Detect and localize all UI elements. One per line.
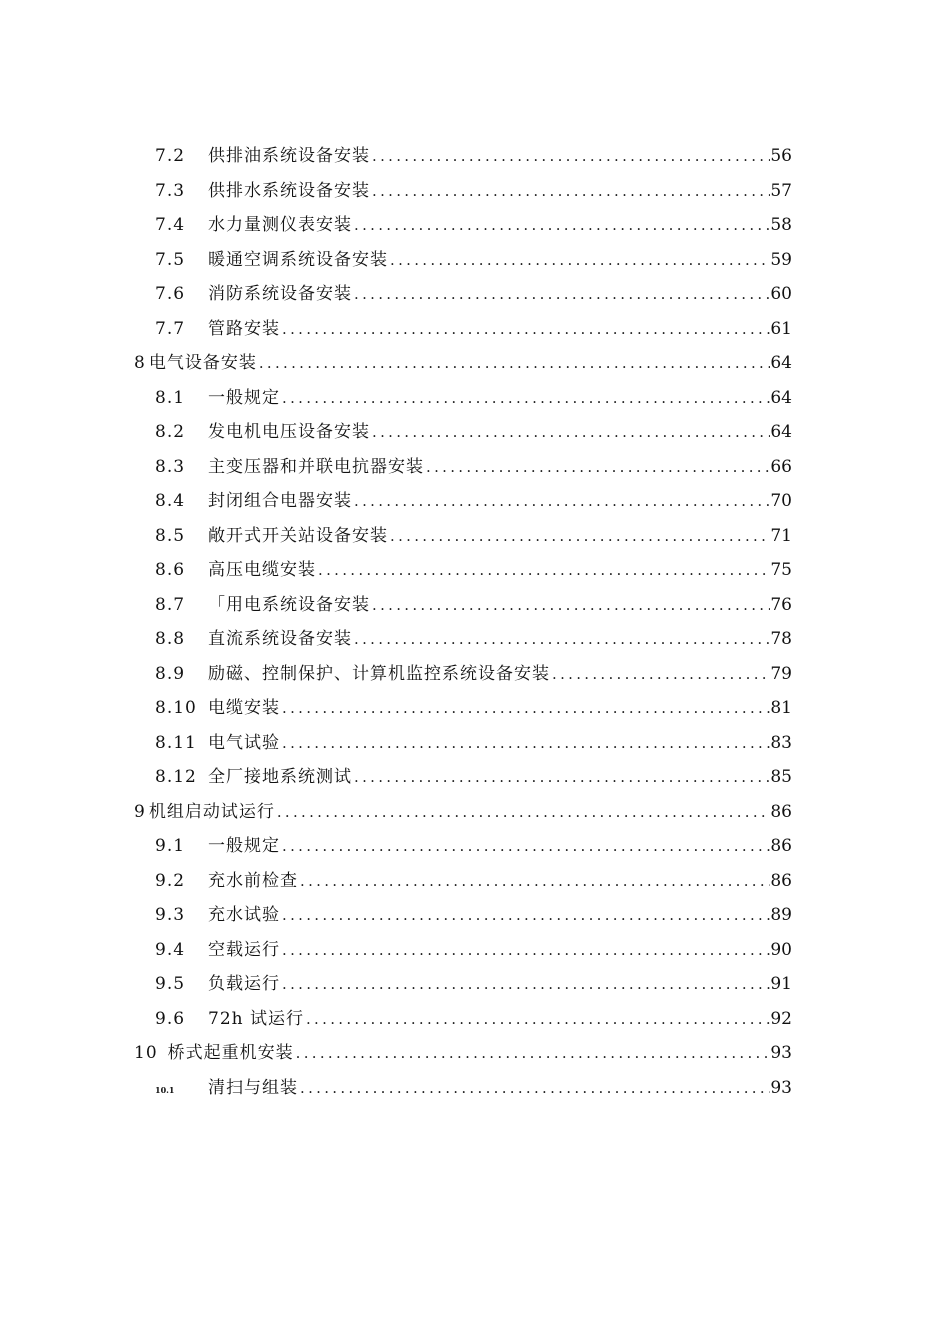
toc-entry-number: 9.2 — [155, 870, 186, 891]
toc-entry-number: 8.4 — [155, 491, 186, 511]
toc-entry-number: 7.7 — [155, 318, 186, 339]
toc-page-number: 56 — [770, 146, 792, 166]
toc-dot-leader — [424, 450, 770, 485]
toc-entry-number: 8.3 — [155, 456, 186, 477]
toc-entry-number: 8.8 — [155, 629, 186, 649]
toc-entry-title: 一般规定 — [208, 387, 280, 408]
toc-section-entry[interactable] — [134, 967, 792, 1002]
toc-page-number: 93 — [770, 1043, 792, 1063]
toc-section-entry[interactable] — [134, 760, 792, 795]
toc-section-entry[interactable] — [134, 519, 792, 554]
toc-page-number: 58 — [770, 215, 792, 235]
toc-entry-title: 全厂接地系统测试 — [208, 767, 352, 787]
toc-dot-leader — [352, 484, 770, 519]
toc-section-entry[interactable] — [134, 829, 792, 864]
toc-entry-title: 72h 试运行 — [208, 1008, 304, 1029]
toc-entry-number: 8.5 — [155, 525, 186, 546]
toc-entry-title: 水力量测仪表安装 — [208, 215, 352, 235]
toc-dot-leader — [275, 795, 770, 830]
toc-dot-leader — [388, 519, 770, 554]
toc-entry-title: 桥式起重机安装 — [167, 1043, 294, 1063]
toc-entry-number: 8.9 — [155, 663, 186, 684]
toc-section-entry[interactable] — [134, 450, 792, 485]
toc-entry-title: 充水前检查 — [208, 870, 298, 891]
toc-section-entry[interactable] — [134, 208, 792, 243]
toc-dot-leader — [298, 864, 770, 899]
toc-dot-leader — [370, 174, 770, 209]
toc-page-number: 83 — [770, 732, 792, 753]
toc-entry-title: 消防系统设备安装 — [208, 284, 352, 304]
toc-entry-title: 负载运行 — [208, 974, 280, 994]
toc-entry-number: 9.1 — [155, 836, 186, 856]
toc-entry-title: 供排油系统设备安装 — [208, 146, 370, 166]
toc-entry-number: 10.1 — [155, 1084, 175, 1095]
toc-page-number: 70 — [770, 491, 792, 511]
toc-page-number: 59 — [770, 249, 792, 270]
toc-dot-leader — [388, 243, 770, 278]
toc-page-number: 93 — [770, 1077, 792, 1098]
toc-dot-leader — [370, 588, 770, 623]
toc-dot-leader — [257, 346, 770, 381]
toc-entry-title: 发电机电压设备安装 — [208, 422, 370, 442]
toc-page-number: 71 — [770, 525, 792, 546]
toc-entry-number: 8.11 — [155, 732, 197, 753]
toc-section-entry[interactable] — [134, 864, 792, 899]
toc-page-number: 79 — [770, 663, 792, 684]
toc-entry-number: 9 — [134, 801, 146, 822]
toc-section-entry[interactable] — [134, 243, 792, 278]
toc-dot-leader — [550, 657, 770, 692]
toc-entry-title: 供排水系统设备安装 — [208, 180, 370, 201]
toc-entry-number: 9.4 — [155, 939, 186, 960]
toc-section-entry[interactable] — [134, 1071, 792, 1106]
toc-dot-leader — [280, 691, 770, 726]
toc-entry-title: 电气试验 — [208, 732, 280, 753]
toc-entry-number: 9.5 — [155, 974, 186, 994]
toc-section-entry[interactable] — [134, 174, 792, 209]
toc-section-entry[interactable] — [134, 622, 792, 657]
toc-entry-title: 电缆安装 — [208, 698, 280, 718]
toc-dot-leader — [352, 208, 770, 243]
toc-dot-leader — [280, 829, 770, 864]
toc-entry-number: 8.12 — [155, 767, 197, 787]
toc-dot-leader — [280, 898, 770, 933]
toc-entry-number: 8.2 — [155, 422, 186, 442]
table-of-contents — [134, 139, 792, 1105]
toc-page-number: 85 — [770, 767, 792, 787]
toc-section-entry[interactable] — [134, 657, 792, 692]
toc-entry-title: 机组启动试运行 — [148, 801, 275, 822]
toc-section-entry[interactable] — [134, 1002, 792, 1037]
toc-entry-number: 8.6 — [155, 560, 186, 580]
toc-dot-leader — [370, 139, 770, 174]
toc-entry-title: 励磁、控制保护、计算机监控系统设备安装 — [208, 663, 550, 684]
toc-page-number: 92 — [770, 1008, 792, 1029]
toc-dot-leader — [280, 967, 770, 1002]
toc-dot-leader — [352, 277, 770, 312]
toc-entry-number: 8.7 — [155, 594, 186, 615]
toc-page-number: 86 — [770, 836, 792, 856]
toc-page-number: 76 — [770, 594, 792, 615]
toc-dot-leader — [370, 415, 770, 450]
toc-dot-leader — [294, 1036, 770, 1071]
toc-entry-title: 电气设备安装 — [148, 353, 257, 373]
toc-section-entry[interactable] — [134, 691, 792, 726]
toc-dot-leader — [304, 1002, 770, 1037]
toc-entry-number: 9.3 — [155, 905, 186, 925]
toc-entry-title: 清扫与组装 — [208, 1077, 298, 1098]
toc-section-entry[interactable] — [134, 898, 792, 933]
toc-page-number: 57 — [770, 180, 792, 201]
toc-entry-number: 7.2 — [155, 146, 186, 166]
toc-entry-number: 7.3 — [155, 180, 186, 201]
toc-entry-number: 8.10 — [155, 698, 197, 718]
toc-page-number: 75 — [770, 560, 792, 580]
toc-entry-title: 空载运行 — [208, 939, 280, 960]
toc-entry-title: 管路安装 — [208, 318, 280, 339]
toc-entry-number: 7.6 — [155, 284, 186, 304]
toc-section-entry[interactable] — [134, 139, 792, 174]
toc-entry-title: 高压电缆安装 — [208, 560, 316, 580]
toc-entry-title: 一般规定 — [208, 836, 280, 856]
toc-entry-number: 7.5 — [155, 249, 186, 270]
toc-page-number: 89 — [770, 905, 792, 925]
toc-section-entry[interactable] — [134, 415, 792, 450]
toc-dot-leader — [280, 381, 770, 416]
toc-dot-leader — [280, 726, 770, 761]
toc-entry-title: 充水试验 — [208, 905, 280, 925]
toc-page-number: 90 — [770, 939, 792, 960]
toc-chapter-entry[interactable] — [134, 1036, 792, 1071]
toc-entry-title: 「用电系统设备安装 — [208, 594, 370, 615]
toc-page-number: 64 — [770, 387, 792, 408]
toc-page-number: 91 — [770, 974, 792, 994]
toc-page-number: 60 — [770, 284, 792, 304]
toc-section-entry[interactable] — [134, 484, 792, 519]
toc-chapter-entry[interactable] — [134, 795, 792, 830]
toc-section-entry[interactable] — [134, 726, 792, 761]
toc-page-number: 86 — [770, 870, 792, 891]
toc-entry-number: 8.1 — [155, 387, 186, 408]
toc-dot-leader — [280, 312, 770, 347]
toc-section-entry[interactable] — [134, 588, 792, 623]
toc-page-number: 64 — [770, 353, 792, 373]
toc-dot-leader — [352, 622, 770, 657]
toc-section-entry[interactable] — [134, 553, 792, 588]
toc-dot-leader — [298, 1071, 770, 1106]
toc-entry-number: 7.4 — [155, 215, 186, 235]
toc-page-number: 61 — [770, 318, 792, 339]
toc-entry-title: 暖通空调系统设备安装 — [208, 249, 388, 270]
toc-entry-number: 8 — [134, 353, 146, 373]
toc-page-number: 64 — [770, 422, 792, 442]
toc-entry-title: 封闭组合电器安装 — [208, 491, 352, 511]
toc-dot-leader — [352, 760, 770, 795]
toc-section-entry[interactable] — [134, 933, 792, 968]
toc-entry-title: 直流系统设备安装 — [208, 629, 352, 649]
toc-section-entry[interactable] — [134, 381, 792, 416]
toc-dot-leader — [280, 933, 770, 968]
toc-entry-number: 10 — [134, 1043, 158, 1063]
toc-section-entry[interactable] — [134, 277, 792, 312]
toc-entry-title: 主变压器和并联电抗器安装 — [208, 456, 424, 477]
toc-dot-leader — [316, 553, 770, 588]
toc-entry-title: 敞开式开关站设备安装 — [208, 525, 388, 546]
toc-page-number: 66 — [770, 456, 792, 477]
toc-chapter-entry[interactable] — [134, 346, 792, 381]
toc-page-number: 78 — [770, 629, 792, 649]
toc-page-number: 86 — [770, 801, 792, 822]
toc-entry-number: 9.6 — [155, 1008, 186, 1029]
toc-section-entry[interactable] — [134, 312, 792, 347]
toc-page-number: 81 — [770, 698, 792, 718]
